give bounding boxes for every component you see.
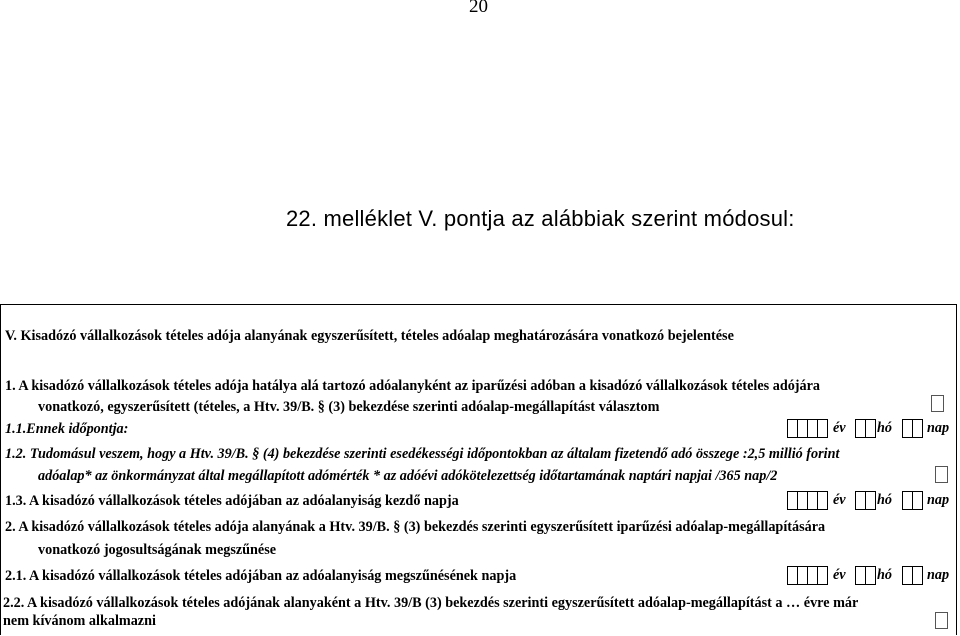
year-label: év — [833, 420, 846, 436]
item-2-2-text-line2: nem kívánom alkalmazni — [3, 613, 156, 629]
item-1-2-checkbox[interactable] — [935, 466, 948, 483]
day-label: nap — [927, 492, 950, 508]
date-cell[interactable] — [817, 566, 828, 585]
item-1-1-year-cells[interactable] — [787, 419, 827, 438]
declaration-form — [0, 304, 957, 635]
date-cell[interactable] — [817, 419, 828, 438]
date-cell[interactable] — [865, 491, 876, 510]
item-2-1-year-cells[interactable] — [787, 566, 827, 585]
item-1-3-day-cells[interactable] — [902, 491, 922, 510]
item-1-1-label: 1.1.Ennek időpontja: — [5, 421, 129, 437]
month-label: hó — [877, 567, 892, 583]
date-cell[interactable] — [912, 566, 923, 585]
date-cell[interactable] — [865, 566, 876, 585]
item-2-2-checkbox[interactable] — [935, 612, 948, 629]
date-cell[interactable] — [912, 491, 923, 510]
item-1-text-line1: 1. A kisadózó vállalkozások tételes adója hatálya alá tartozó adóalanyként az iparűzési adóban a kisadózó vállalkozások tételes adójára — [5, 378, 821, 394]
item-2-2-text-line1: 2.2. A kisadózó vállalkozások tételes adójának alanyaként a Htv. 39/B (3) bekezdés szerinti egyszerűsített adóalap-megállapítást a … évre már — [3, 595, 859, 611]
item-1-1-month-cells[interactable] — [855, 419, 875, 438]
item-2-1-day-cells[interactable] — [902, 566, 922, 585]
item-1-checkbox[interactable] — [931, 395, 944, 412]
month-label: hó — [877, 420, 892, 436]
day-label: nap — [927, 567, 950, 583]
date-cell[interactable] — [865, 419, 876, 438]
month-label: hó — [877, 492, 892, 508]
date-cell[interactable] — [817, 491, 828, 510]
page-number: 20 — [469, 0, 488, 17]
year-label: év — [833, 567, 846, 583]
item-2-text-line2: vonatkozó jogosultságának megszűnése — [38, 542, 277, 558]
item-1-text-line2: vonatkozó, egyszerűsített (tételes, a Htv. 39/B. § (3) bekezdése szerinti adóalap-megállapítást választom — [38, 399, 660, 415]
item-2-text-line1: 2. A kisadózó vállalkozások tételes adója alanyának a Htv. 39/B. § (3) bekezdés szerinti egyszerűsített iparűzési adóalap-megállapítására — [5, 519, 826, 535]
section-title: V. Kisadózó vállalkozások tételes adója alanyának egyszerűsített, tételes adóalap meghatározására vonatkozó bejelentése — [5, 328, 734, 344]
item-1-3-year-cells[interactable] — [787, 491, 827, 510]
item-2-1-label: 2.1. A kisadózó vállalkozások tételes adójában az adóalanyiság megszűnésének napja — [5, 568, 517, 584]
item-2-1-month-cells[interactable] — [855, 566, 875, 585]
item-1-2-text-line2: adóalap* az önkormányzat által megállapított adómérték * az adóévi adókötelezettség időtartamának naptári napjai /365 nap/2 — [38, 468, 778, 484]
item-1-3-month-cells[interactable] — [855, 491, 875, 510]
item-1-3-label: 1.3. A kisadózó vállalkozások tételes adójában az adóalanyiság kezdő napja — [5, 493, 459, 509]
item-1-1-day-cells[interactable] — [902, 419, 922, 438]
date-cell[interactable] — [912, 419, 923, 438]
day-label: nap — [927, 420, 950, 436]
amendment-heading: 22. melléklet V. pontja az alábbiak szerint módosul: — [286, 206, 795, 231]
item-1-2-text-line1: 1.2. Tudomásul veszem, hogy a Htv. 39/B. § (4) bekezdése szerinti esedékességi időpontokban az általam fizetendő adó összege :2,5 millió forint — [5, 446, 840, 462]
year-label: év — [833, 492, 846, 508]
